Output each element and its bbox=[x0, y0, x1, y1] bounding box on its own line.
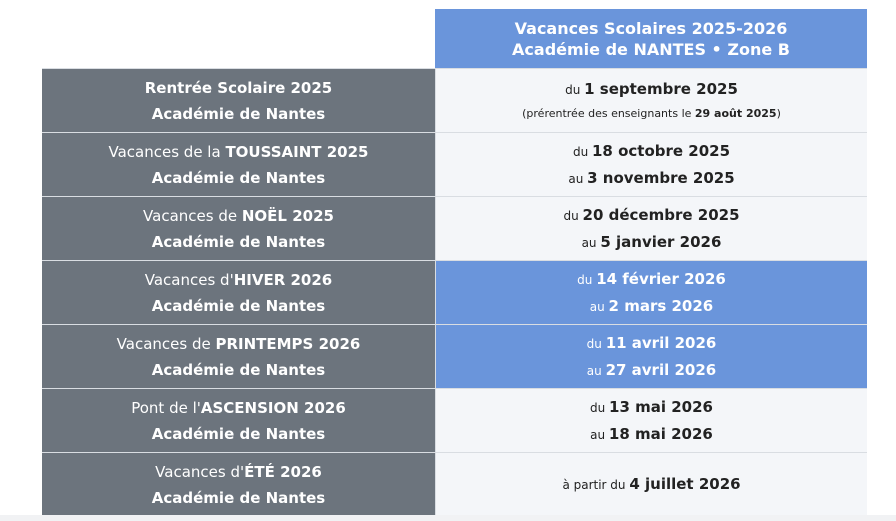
date-line-1: du 18 octobre 2025 bbox=[572, 141, 731, 160]
date-line-1: du 14 février 2026 bbox=[577, 269, 726, 288]
start-date: 11 avril 2026 bbox=[605, 333, 717, 352]
date-cell-highlighted bbox=[436, 325, 867, 388]
academy-name: Académie de Nantes bbox=[151, 232, 326, 251]
period-name: Pont de l'ASCENSION 2026 bbox=[131, 398, 346, 417]
date-line-2: au 27 avril 2026 bbox=[586, 360, 717, 379]
period-name-bold: NOËL 2025 bbox=[241, 206, 334, 225]
date-note: (prérentrée des enseignants le 29 août 2025) bbox=[522, 107, 781, 120]
academy-name: Académie de Nantes bbox=[151, 360, 326, 379]
period-name: Vacances d'HIVER 2026 bbox=[144, 270, 333, 289]
header-subtitle: Académie de NANTES • Zone B bbox=[512, 39, 790, 59]
end-date: 5 janvier 2026 bbox=[600, 232, 722, 251]
start-date: 13 mai 2026 bbox=[609, 397, 713, 416]
date-line-1: du 13 mai 2026 bbox=[589, 397, 713, 416]
period-label-cell bbox=[42, 389, 436, 452]
date-line-1: du 20 décembre 2025 bbox=[563, 205, 740, 224]
header-empty-cell bbox=[42, 9, 435, 68]
period-name bbox=[145, 75, 333, 101]
table-row bbox=[42, 452, 867, 517]
table-row bbox=[42, 260, 867, 324]
academy-name: Académie de Nantes bbox=[151, 104, 326, 123]
academy-name: Académie de Nantes bbox=[151, 296, 326, 315]
page-footer-strip bbox=[0, 515, 896, 521]
end-date: 18 mai 2026 bbox=[608, 424, 713, 443]
period-name: Vacances de NOËL 2025 bbox=[143, 206, 334, 225]
date-line-2: au 3 novembre 2025 bbox=[568, 168, 735, 187]
table-row bbox=[42, 388, 867, 452]
period-name: Vacances de PRINTEMPS 2026 bbox=[116, 334, 361, 353]
period-name: Vacances d'ÉTÉ 2026 bbox=[155, 462, 322, 481]
teacher-date: 29 août 2025 bbox=[694, 107, 777, 120]
end-date: 2 mars 2026 bbox=[608, 296, 714, 315]
date-cell-highlighted bbox=[436, 261, 867, 324]
period-name-bold: ASCENSION 2026 bbox=[200, 398, 346, 417]
academy-name: Académie de Nantes bbox=[151, 168, 326, 187]
period-label-cell bbox=[42, 261, 436, 324]
academy-name: Académie de Nantes bbox=[151, 424, 326, 443]
period-name: Vacances de la TOUSSAINT 2025 bbox=[108, 142, 369, 161]
period-name-bold: Rentrée Scolaire 2025 bbox=[144, 78, 333, 97]
date-line-2: au 5 janvier 2026 bbox=[581, 232, 722, 251]
date-line-2: au 18 mai 2026 bbox=[590, 424, 713, 443]
period-label-cell bbox=[42, 69, 436, 132]
date-line-1: du 1 septembre 2025 bbox=[565, 80, 738, 98]
table-header bbox=[435, 9, 867, 68]
table-header-row bbox=[42, 9, 867, 68]
end-date: 27 avril 2026 bbox=[605, 360, 717, 379]
school-holidays-table bbox=[42, 9, 867, 517]
table-row bbox=[42, 196, 867, 260]
period-label-cell bbox=[42, 197, 436, 260]
date-line-1: du 11 avril 2026 bbox=[586, 333, 717, 352]
start-date: 14 février 2026 bbox=[596, 269, 726, 288]
table-row bbox=[42, 68, 867, 132]
table-row bbox=[42, 324, 867, 388]
date-cell bbox=[436, 133, 867, 196]
start-date: 4 juillet 2026 bbox=[629, 475, 741, 493]
header-title: Vacances Scolaires 2025-2026 bbox=[514, 18, 788, 38]
period-label-cell bbox=[42, 325, 436, 388]
start-date: 1 septembre 2025 bbox=[584, 80, 738, 98]
date-cell bbox=[436, 197, 867, 260]
end-date: 3 novembre 2025 bbox=[587, 168, 735, 187]
period-name-bold: ÉTÉ 2026 bbox=[244, 462, 322, 481]
period-name-bold: PRINTEMPS 2026 bbox=[215, 334, 361, 353]
period-label-cell bbox=[42, 133, 436, 196]
date-line-2: au 2 mars 2026 bbox=[589, 296, 714, 315]
date-cell bbox=[436, 389, 867, 452]
start-date: 20 décembre 2025 bbox=[582, 205, 740, 224]
start-date: 18 octobre 2025 bbox=[592, 141, 731, 160]
period-label-cell bbox=[42, 453, 436, 516]
date-cell bbox=[436, 453, 867, 516]
date-cell bbox=[436, 69, 867, 132]
period-name-bold: TOUSSAINT 2025 bbox=[225, 142, 369, 161]
table-row bbox=[42, 132, 867, 196]
academy-name: Académie de Nantes bbox=[151, 488, 326, 507]
date-line-1: à partir du 4 juillet 2026 bbox=[562, 475, 741, 493]
period-name-bold: HIVER 2026 bbox=[233, 270, 333, 289]
